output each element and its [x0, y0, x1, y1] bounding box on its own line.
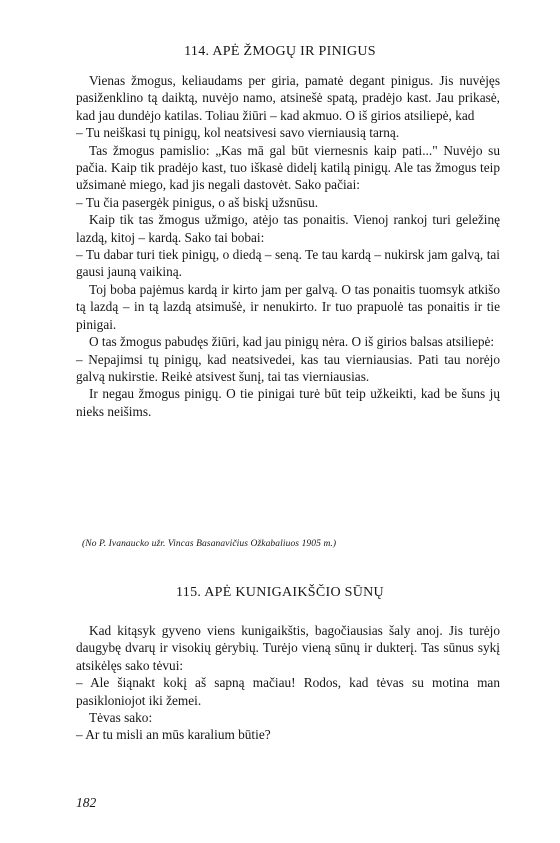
paragraph: Tėvas sako: — [89, 710, 153, 726]
paragraph: Toj boba pajėmus kardą ir kirto jam per galvą. O tas ponaitis tuomsyk atkišo tą lazdą – in tą lazdą atsimušė, ir nenukirto. Ir tuo prapuolė tas ponaitis ir tie pinigai. — [76, 281, 500, 332]
source-note: (No P. Ivanaucko užr. Vincas Basanavičius Ožkabaliuos 1905 m.) — [82, 539, 337, 549]
paragraph: Kaip tik tas žmogus užmigo, atėjo tas ponaitis. Vienoj rankoj turi geležinę lazdą, kitoj – kardą. Sako tai bobai: — [76, 212, 500, 245]
page-number: 182 — [76, 795, 97, 810]
paragraph: Ir negau žmogus pinigų. O tie pinigai turė būt teip užkeikti, kad be šuns jų nieks neišims. — [76, 386, 500, 419]
paragraph: O tas žmogus pabudęs žiūri, kad jau pinigų nėra. O iš girios balsas atsiliepė: — [89, 334, 495, 350]
dialogue-paragraph: – Ale šiąnakt kokį aš sapną mačiau! Rodos, kad tėvas su motina man pasikloniojot iki žemei. — [76, 675, 500, 708]
dialogue-paragraph: – Ar tu misli an mūs karalium būtie? — [76, 727, 271, 743]
story-title-114: 114. APĖ ŽMOGŲ IR PINIGUS — [184, 44, 376, 59]
dialogue-paragraph: – Tu neiškasi tų pinigų, kol neatsivesi savo vierniausią tarną. — [76, 125, 400, 141]
story-title-115: 115. APĖ KUNIGAIKŠČIO SŪNŲ — [176, 585, 384, 600]
dialogue-paragraph: – Nepajimsi tų pinigų, kad neatsivedei, kas tau vierniausias. Pati tau norėjo galvą nukirstie. Reikė atsivest šunį, tai tas vierniausias. — [76, 351, 500, 384]
paragraph: Tas žmogus pamislio: „Kas mā gal būt viernesnis kaip pati..." Nuvėjo su pačia. Kaip tik pradėjo kast, tuo iškasė didelį katilą pinigų. Ale tas žmogus teip užsimanė miego, kad jis negali dastovėt. Sako pačiai: — [76, 142, 500, 193]
dialogue-paragraph: – Tu čia pasergėk pinigus, o aš biskį užsnūsu. — [76, 194, 319, 210]
paragraph: Kad kitąsyk gyveno viens kunigaikštis, bagočiausias šaly anoj. Jis turėjo daugybę dvarų ir visokių gėrybių. Turėjo vieną sūnų ir dukterį. Tas sūnus sykį atsikėlęs sako tėvui: — [76, 623, 500, 673]
story-115-body — [76, 622, 500, 744]
paragraph: Vienas žmogus, keliaudams per giria, pamatė degant pinigus. Jis nuvėjęs pasiženklino tą daiktą, nuvėjo namo, atsinešė spatą, pradėjo kast. Jau prikasė, kad jau dundėjo katilas. Toliau žiūri – kad akmuo. O iš girios atsiliepė, kad — [76, 73, 500, 123]
dialogue-paragraph: – Tu dabar turi tiek pinigų, o diedą – seną. Te tau kardą – nukirsk jam galvą, tai gausi jauną vaikiną. — [76, 247, 500, 280]
story-114-body — [76, 72, 500, 420]
